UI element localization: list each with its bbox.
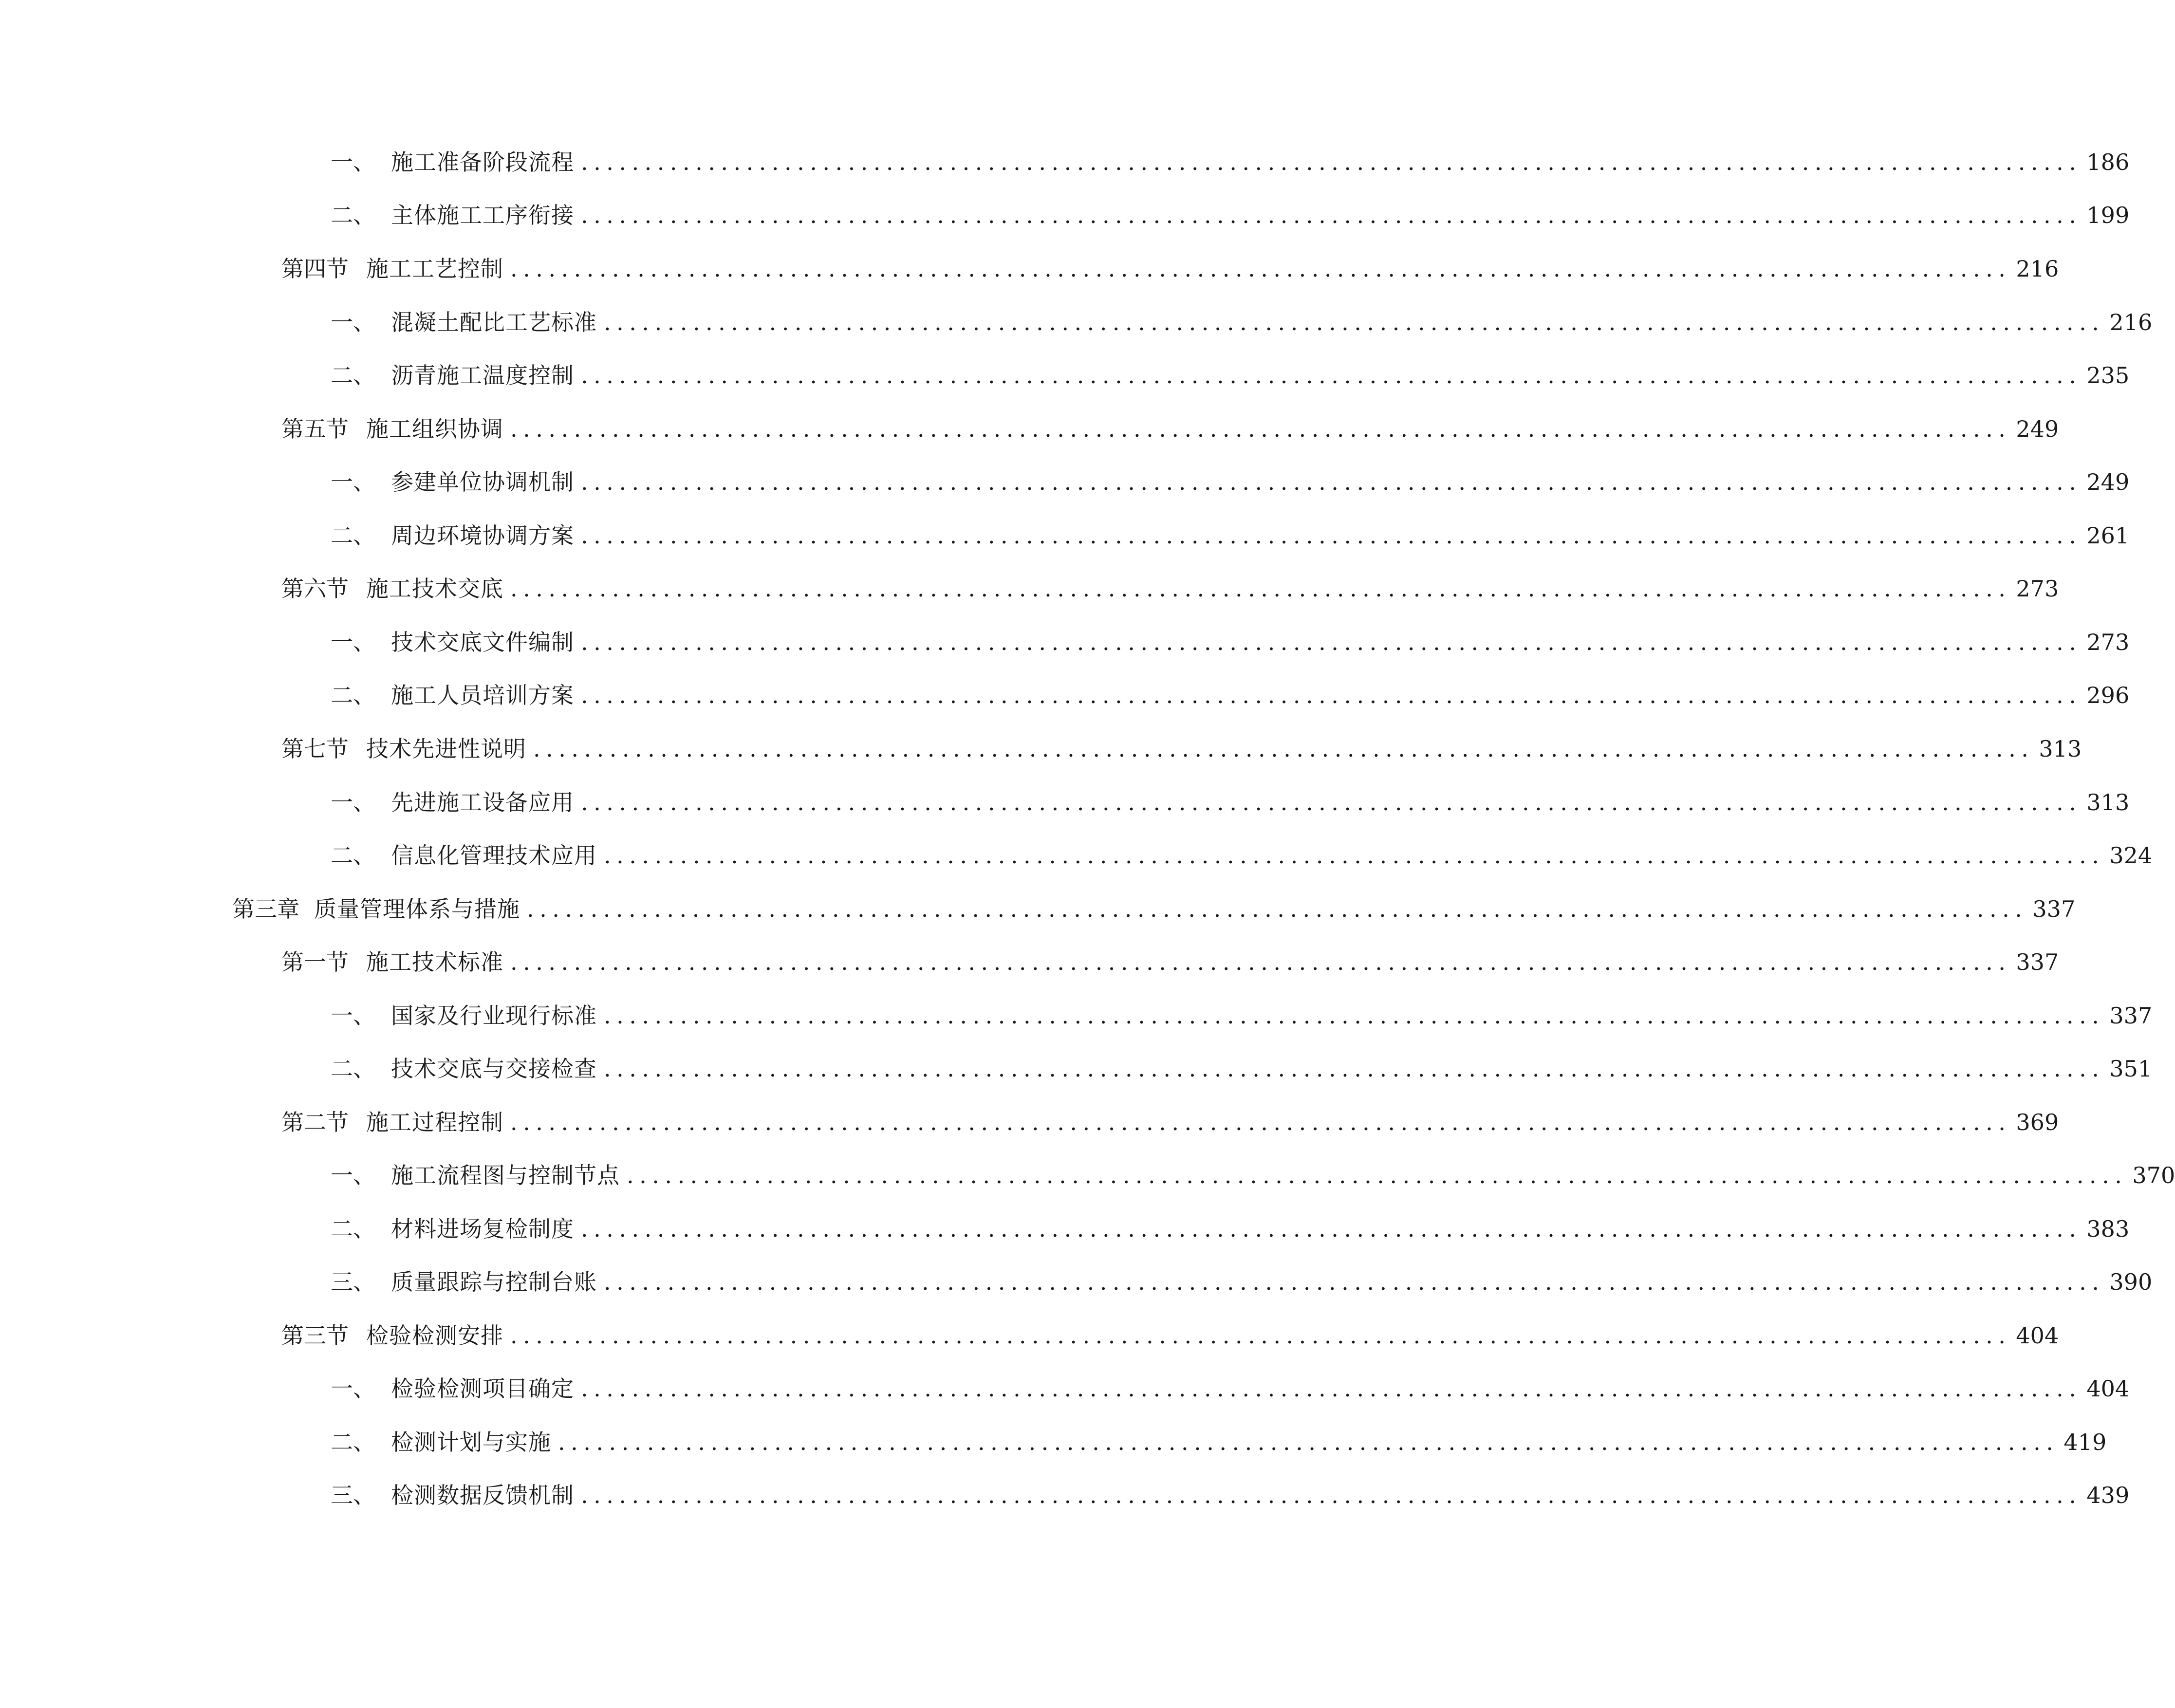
toc-entry-title: 施工人员培训方案 xyxy=(391,682,574,708)
toc-entry-page: 249 xyxy=(2086,469,2130,495)
toc-entry-page: 337 xyxy=(2016,949,2059,975)
toc-leader-dots: ...................................................................................................................... xyxy=(604,1056,2105,1082)
toc-entry[interactable] xyxy=(281,249,2059,288)
toc-entry-title: 施工组织协调 xyxy=(366,416,503,442)
toc-entry-page: 216 xyxy=(2016,256,2059,282)
toc-entry-title: 施工工艺控制 xyxy=(366,256,503,282)
toc-entry-title: 检测计划与实施 xyxy=(391,1429,551,1455)
toc-leader-dots: ...................................................................................................................... xyxy=(558,1429,2059,1455)
toc-entry-title: 先进施工设备应用 xyxy=(391,789,574,816)
toc-leader-dots: ...................................................................................................................... xyxy=(604,842,2105,869)
toc-entry-page: 313 xyxy=(2039,736,2082,762)
toc-leader-dots: ...................................................................................................................... xyxy=(581,362,2082,389)
toc-leader-dots: ...................................................................................................................... xyxy=(604,309,2105,335)
toc-entry-page: 404 xyxy=(2016,1322,2059,1349)
toc-leader-dots: ...................................................................................................................... xyxy=(510,1322,2011,1349)
toc-entry-page: 249 xyxy=(2016,416,2059,442)
toc-entry-page: 273 xyxy=(2086,629,2130,655)
toc-entry-number: 三、 xyxy=(331,1269,375,1295)
toc-entry[interactable] xyxy=(281,1103,2059,1142)
toc-entry-page: 313 xyxy=(2086,789,2130,816)
toc-entry-page: 337 xyxy=(2109,1003,2153,1029)
toc-entry-number: 第四节 xyxy=(281,256,349,282)
toc-entry-title: 技术交底与交接检查 xyxy=(391,1056,597,1082)
toc-entry-title: 信息化管理技术应用 xyxy=(391,842,597,869)
toc-entry-page: 296 xyxy=(2086,682,2130,708)
toc-entry[interactable] xyxy=(331,303,2153,342)
toc-entry-number: 二、 xyxy=(331,1056,375,1082)
toc-leader-dots: ...................................................................................................................... xyxy=(627,1162,2128,1188)
toc-entry-number: 第六节 xyxy=(281,576,349,602)
toc-entry-number: 一、 xyxy=(331,469,375,495)
toc-entry-title: 施工技术标准 xyxy=(366,949,503,975)
toc-entry-page: 419 xyxy=(2063,1429,2107,1455)
toc-entry-number: 二、 xyxy=(331,1429,375,1455)
toc-entry-page: 351 xyxy=(2109,1056,2153,1082)
toc-entry-page: 199 xyxy=(2086,202,2130,228)
toc-entry-number: 第一节 xyxy=(281,949,349,975)
toc-entry-number: 第五节 xyxy=(281,416,349,442)
toc-entry-number: 第二节 xyxy=(281,1109,349,1135)
toc-entry-title: 施工技术交底 xyxy=(366,576,503,602)
toc-entry-page: 369 xyxy=(2016,1109,2059,1135)
toc-entry[interactable] xyxy=(331,1156,2175,1195)
toc-leader-dots: ...................................................................................................................... xyxy=(604,1003,2105,1029)
toc-entry-title: 检验检测安排 xyxy=(366,1322,503,1349)
toc-leader-dots: ...................................................................................................................... xyxy=(510,1109,2011,1135)
toc-entry[interactable] xyxy=(331,783,2130,822)
toc-leader-dots: ...................................................................................................................... xyxy=(533,736,2034,762)
toc-leader-dots: ...................................................................................................................... xyxy=(510,256,2011,282)
toc-entry-number: 第三章 xyxy=(232,896,299,922)
toc-entry[interactable] xyxy=(281,1316,2059,1355)
toc-entry-page: 390 xyxy=(2109,1269,2153,1295)
toc-entry-number: 一、 xyxy=(331,149,375,175)
toc-entry[interactable] xyxy=(331,463,2130,501)
toc-entry-page: 404 xyxy=(2086,1375,2130,1402)
toc-entry-title: 施工流程图与控制节点 xyxy=(391,1162,620,1188)
toc-entry-page: 370 xyxy=(2132,1162,2175,1188)
toc-leader-dots: ...................................................................................................................... xyxy=(581,149,2082,175)
toc-entry-number: 一、 xyxy=(331,629,375,655)
toc-entry-number: 二、 xyxy=(331,1216,375,1242)
toc-entry[interactable] xyxy=(331,623,2130,662)
toc-entry[interactable] xyxy=(331,996,2153,1035)
toc-leader-dots: ...................................................................................................................... xyxy=(527,896,2028,922)
toc-entry-title: 主体施工工序衔接 xyxy=(391,202,574,228)
toc-leader-dots: ...................................................................................................................... xyxy=(581,682,2082,708)
toc-leader-dots: ...................................................................................................................... xyxy=(604,1269,2105,1295)
toc-leader-dots: ...................................................................................................................... xyxy=(510,576,2011,602)
toc-entry-page: 261 xyxy=(2086,522,2130,549)
toc-entry-number: 二、 xyxy=(331,842,375,869)
toc-leader-dots: ...................................................................................................................... xyxy=(581,469,2082,495)
toc-leader-dots: ...................................................................................................................... xyxy=(581,629,2082,655)
toc-entry[interactable] xyxy=(331,1476,2130,1515)
toc-entry-title: 混凝土配比工艺标准 xyxy=(391,309,597,335)
toc-leader-dots: ...................................................................................................................... xyxy=(581,1375,2082,1402)
toc-entry-number: 一、 xyxy=(331,789,375,816)
toc-entry[interactable] xyxy=(331,196,2130,235)
toc-entry-number: 一、 xyxy=(331,309,375,335)
toc-entry-title: 质量跟踪与控制台账 xyxy=(391,1269,597,1295)
toc-entry-page: 216 xyxy=(2109,309,2153,335)
toc-entry-page: 324 xyxy=(2109,842,2153,869)
toc-entry[interactable] xyxy=(331,516,2130,555)
toc-entry-page: 439 xyxy=(2086,1482,2130,1508)
toc-entry-page: 337 xyxy=(2032,896,2076,922)
toc-entry-number: 二、 xyxy=(331,362,375,389)
toc-entry-title: 技术先进性说明 xyxy=(366,736,526,762)
toc-entry-number: 第七节 xyxy=(281,736,349,762)
toc-entry-title: 周边环境协调方案 xyxy=(391,522,574,549)
toc-entry-number: 一、 xyxy=(331,1375,375,1402)
toc-entry-number: 二、 xyxy=(331,202,375,228)
toc-entry[interactable] xyxy=(281,569,2059,608)
toc-entry-page: 235 xyxy=(2086,362,2130,389)
toc-entry-title: 材料进场复检制度 xyxy=(391,1216,574,1242)
toc-entry[interactable] xyxy=(281,409,2059,448)
toc-entry-title: 检验检测项目确定 xyxy=(391,1375,574,1402)
toc-leader-dots: ...................................................................................................................... xyxy=(581,1482,2082,1508)
toc-entry-title: 施工准备阶段流程 xyxy=(391,149,574,175)
toc-entry-page: 273 xyxy=(2016,576,2059,602)
toc-entry-title: 质量管理体系与措施 xyxy=(314,896,520,922)
toc-entry[interactable] xyxy=(232,890,2076,928)
toc-leader-dots: ...................................................................................................................... xyxy=(510,416,2011,442)
toc-entry[interactable] xyxy=(331,356,2130,395)
toc-entry[interactable] xyxy=(331,1262,2153,1301)
toc-entry-number: 一、 xyxy=(331,1003,375,1029)
toc-entry[interactable] xyxy=(331,836,2153,875)
toc-entry[interactable] xyxy=(281,729,2082,768)
toc-leader-dots: ...................................................................................................................... xyxy=(581,522,2082,549)
toc-entry[interactable] xyxy=(331,143,2130,182)
toc-entry-number: 一、 xyxy=(331,1162,375,1188)
toc-entry-title: 技术交底文件编制 xyxy=(391,629,574,655)
toc-entry-page: 186 xyxy=(2086,149,2130,175)
toc-leader-dots: ...................................................................................................................... xyxy=(581,202,2082,228)
toc-entry-title: 沥青施工温度控制 xyxy=(391,362,574,389)
toc-leader-dots: ...................................................................................................................... xyxy=(581,1216,2082,1242)
toc-entry-page: 383 xyxy=(2086,1216,2130,1242)
toc-entry[interactable] xyxy=(331,1049,2153,1088)
toc-entry-number: 第三节 xyxy=(281,1322,349,1349)
toc-entry-number: 三、 xyxy=(331,1482,375,1508)
toc-entry[interactable] xyxy=(281,943,2059,982)
toc-entry[interactable] xyxy=(331,1209,2130,1248)
toc-leader-dots: ...................................................................................................................... xyxy=(510,949,2011,975)
toc-entry-title: 国家及行业现行标准 xyxy=(391,1003,597,1029)
toc-entry[interactable] xyxy=(331,676,2130,715)
toc-leader-dots: ...................................................................................................................... xyxy=(581,789,2082,816)
toc-entry-number: 二、 xyxy=(331,522,375,549)
toc-entry-number: 二、 xyxy=(331,682,375,708)
toc-entry-title: 施工过程控制 xyxy=(366,1109,503,1135)
toc-entry[interactable] xyxy=(331,1369,2130,1408)
toc-entry-title: 参建单位协调机制 xyxy=(391,469,574,495)
toc-entry-title: 检测数据反馈机制 xyxy=(391,1482,574,1508)
toc-entry[interactable] xyxy=(331,1423,2107,1462)
